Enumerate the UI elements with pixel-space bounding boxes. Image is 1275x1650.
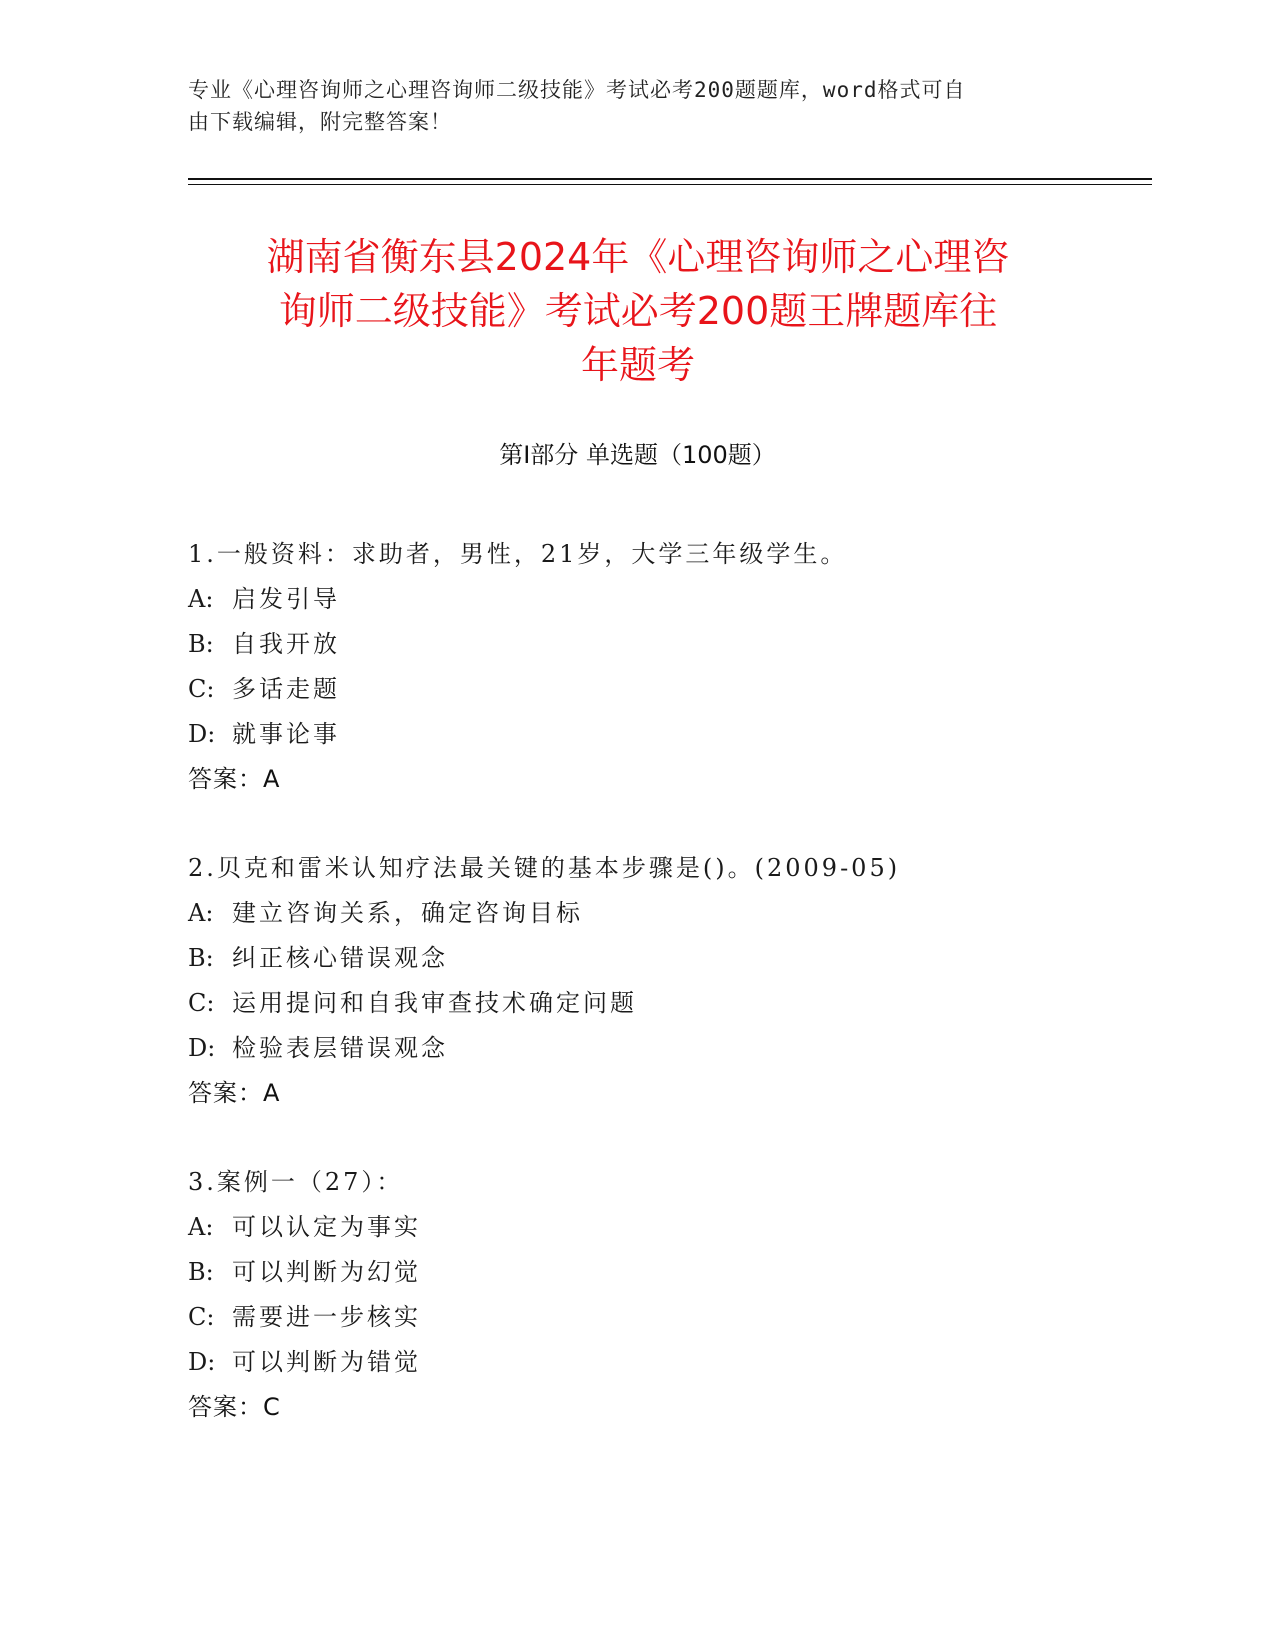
option-letter: B: [188,630,214,658]
header-divider-thick [188,178,1152,180]
question-item [188,1160,1148,1430]
option-b [188,1250,1148,1295]
option-letter: C: [188,989,215,1017]
option-text: 纠正核心错误观念 [232,944,448,972]
answer-line: 答案：A [188,765,281,793]
header-divider-thin [188,184,1152,185]
option-text: 可以判断为错觉 [232,1348,421,1376]
document-title-line-3: 年题考 [580,343,695,387]
option-letter: A: [188,585,214,613]
option-text: 自我开放 [232,630,340,658]
option-d [188,1340,1148,1385]
option-c [188,667,1148,712]
option-text: 可以认定为事实 [232,1213,421,1241]
option-text: 多话走题 [232,675,340,703]
option-a [188,1205,1148,1250]
option-letter: D: [188,1348,216,1376]
header-note-line-2: 由下载编辑，附完整答案！ [188,110,452,134]
option-text: 建立咨询关系，确定咨询目标 [232,899,583,927]
section-heading: 第Ⅰ部分 单选题（100题） [499,441,776,469]
option-d [188,1026,1148,1071]
option-letter: A: [188,899,214,927]
option-letter: C: [188,1303,215,1331]
option-letter: D: [188,720,216,748]
answer-line: 答案：A [188,1079,281,1107]
question-list [188,532,1148,1474]
option-b [188,936,1148,981]
option-text: 启发引导 [232,585,340,613]
option-b [188,622,1148,667]
option-letter: A: [188,1213,214,1241]
option-text: 运用提问和自我审查技术确定问题 [232,989,637,1017]
header-note-line-1: 专业《心理咨询师之心理咨询师二级技能》考试必考200题题库，word格式可自 [188,78,966,102]
question-item [188,532,1148,802]
option-d [188,712,1148,757]
question-stem: 1.一般资料：求助者，男性，21岁，大学三年级学生。 [188,540,848,568]
header-note [188,74,1068,138]
document-title-line-2: 询师二级技能》考试必考200题王牌题库往 [278,289,998,333]
option-c [188,1295,1148,1340]
option-letter: B: [188,944,214,972]
option-text: 检验表层错误观念 [232,1034,448,1062]
option-text: 需要进一步核实 [232,1303,421,1331]
option-text: 就事论事 [232,720,340,748]
question-stem: 3.案例一（27）： [188,1168,404,1196]
option-text: 可以判断为幻觉 [232,1258,421,1286]
option-letter: B: [188,1258,214,1286]
answer-line: 答案：C [188,1393,281,1421]
document-title [168,230,1108,392]
option-a [188,891,1148,936]
option-letter: C: [188,675,215,703]
document-title-line-1: 湖南省衡东县2024年《心理咨询师之心理咨 [266,235,1010,279]
question-stem: 2.贝克和雷米认知疗法最关键的基本步骤是()。(2009-05) [188,854,901,882]
option-a [188,577,1148,622]
question-item [188,846,1148,1116]
option-c [188,981,1148,1026]
option-letter: D: [188,1034,216,1062]
